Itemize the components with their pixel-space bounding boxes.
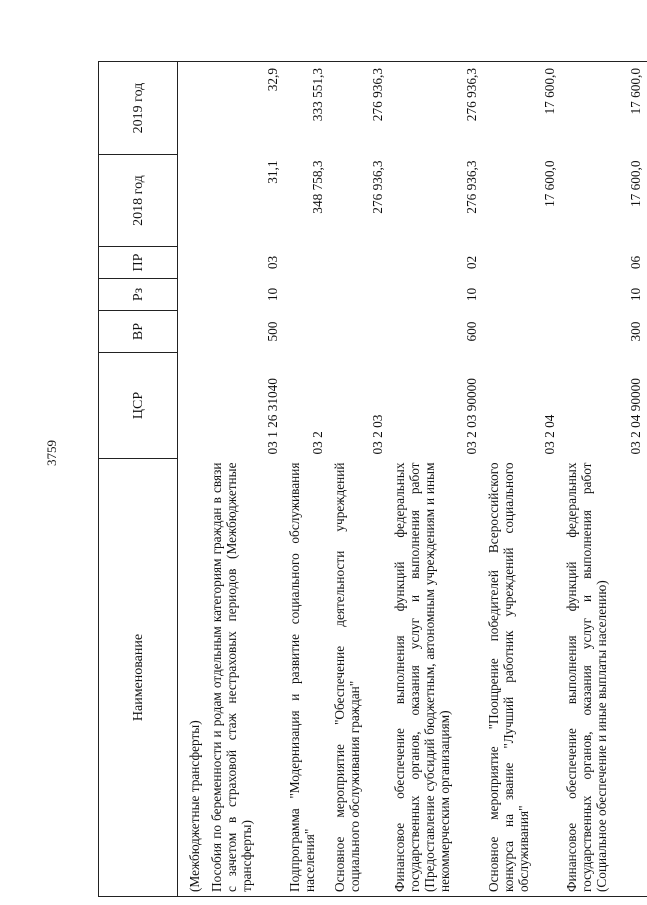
budget-table xyxy=(98,61,647,897)
row-2019: 276 936,3 xyxy=(389,62,483,155)
row-rz: 10 xyxy=(463,287,479,302)
row-2019: 333 551,3 xyxy=(284,62,329,155)
row-csr: 03 2 04 90000 xyxy=(627,378,643,455)
row-rz: 10 xyxy=(627,287,643,302)
row-2018: 31,1 xyxy=(264,160,280,184)
row-csr: 03 2 04 xyxy=(541,414,557,455)
row-vr xyxy=(329,311,389,353)
row-vr: 600 xyxy=(463,321,479,342)
row-2019: 17 600,0 xyxy=(483,62,561,155)
row-pr: 06 xyxy=(627,255,643,270)
row-name: Подпрограмма "Модернизация и развитие социального обслуживания населения" xyxy=(284,459,329,897)
row-pr xyxy=(329,247,389,279)
row-pr xyxy=(483,247,561,279)
header-row xyxy=(99,62,178,897)
header-csr: ЦСР xyxy=(99,353,178,459)
header-name: Наименование xyxy=(99,459,178,897)
row-vr xyxy=(178,311,206,353)
row-name: Пособия по беременности и родам отдельным категориям граждан в связи с зачетом в страховой стаж нестраховых периодов (Межбюджетные трансферты) xyxy=(206,459,284,897)
header-2019: 2019 год xyxy=(99,62,178,155)
row-pr xyxy=(178,247,206,279)
row-2019 xyxy=(178,62,206,155)
row-2018 xyxy=(178,155,206,247)
table-row xyxy=(389,62,483,897)
rotated-table-container xyxy=(98,62,643,897)
row-name: Основное мероприятие "Поощрение победителей Всероссийского конкурса на звание "Лучший работник учреждений социального обслуживания" xyxy=(483,459,561,897)
row-rz xyxy=(329,279,389,311)
header-rz: Рз xyxy=(99,279,178,311)
row-csr: 03 2 03 90000 xyxy=(463,378,479,455)
table-row xyxy=(206,62,284,897)
row-name: (Межбюджетные трансферты) xyxy=(178,459,206,897)
table-row xyxy=(483,62,561,897)
header-pr: ПР xyxy=(99,247,178,279)
row-2018: 17 600,0 xyxy=(627,160,643,208)
row-csr: 03 2 03 xyxy=(369,414,385,455)
table-row xyxy=(178,62,206,897)
row-rz xyxy=(178,279,206,311)
table-row xyxy=(284,62,329,897)
row-2018: 17 600,0 xyxy=(541,160,557,208)
row-pr: 02 xyxy=(463,255,479,270)
row-vr: 500 xyxy=(264,321,280,342)
row-csr xyxy=(178,353,206,459)
row-name: Финансовое обеспечение выполнения функций федеральных государственных органов, оказания услуг и выполнения работ (Предоставление субсидий бюджетным, автономным учреждениям и иным некоммерческим организациям) xyxy=(389,459,483,897)
row-rz xyxy=(483,279,561,311)
row-pr xyxy=(284,247,329,279)
row-2019: 276 936,3 xyxy=(329,62,389,155)
header-2018: 2018 год xyxy=(99,155,178,247)
header-vr: ВР xyxy=(99,311,178,353)
row-2019: 17 600,0 xyxy=(561,62,647,155)
row-vr: 300 xyxy=(627,321,643,342)
row-rz xyxy=(284,279,329,311)
table-row xyxy=(329,62,389,897)
table-row xyxy=(561,62,647,897)
row-csr: 03 1 26 31040 xyxy=(264,378,280,455)
row-2018: 276 936,3 xyxy=(369,160,385,214)
row-2019: 32,9 xyxy=(206,62,284,155)
page-number: 3759 xyxy=(44,440,59,466)
row-csr: 03 2 xyxy=(309,431,325,455)
row-vr xyxy=(284,311,329,353)
row-2018: 276 936,3 xyxy=(463,160,479,214)
row-rz: 10 xyxy=(264,287,280,302)
row-name: Финансовое обеспечение выполнения функций федеральных государственных органов, оказания услуг и выполнения работ (Социальное обеспечение и иные выплаты населению) xyxy=(561,459,647,897)
row-name: Основное мероприятие "Обеспечение деятельности учреждений социального обслуживания граждан" xyxy=(329,459,389,897)
row-vr xyxy=(483,311,561,353)
row-2018: 348 758,3 xyxy=(309,160,325,214)
row-pr: 03 xyxy=(264,255,280,270)
